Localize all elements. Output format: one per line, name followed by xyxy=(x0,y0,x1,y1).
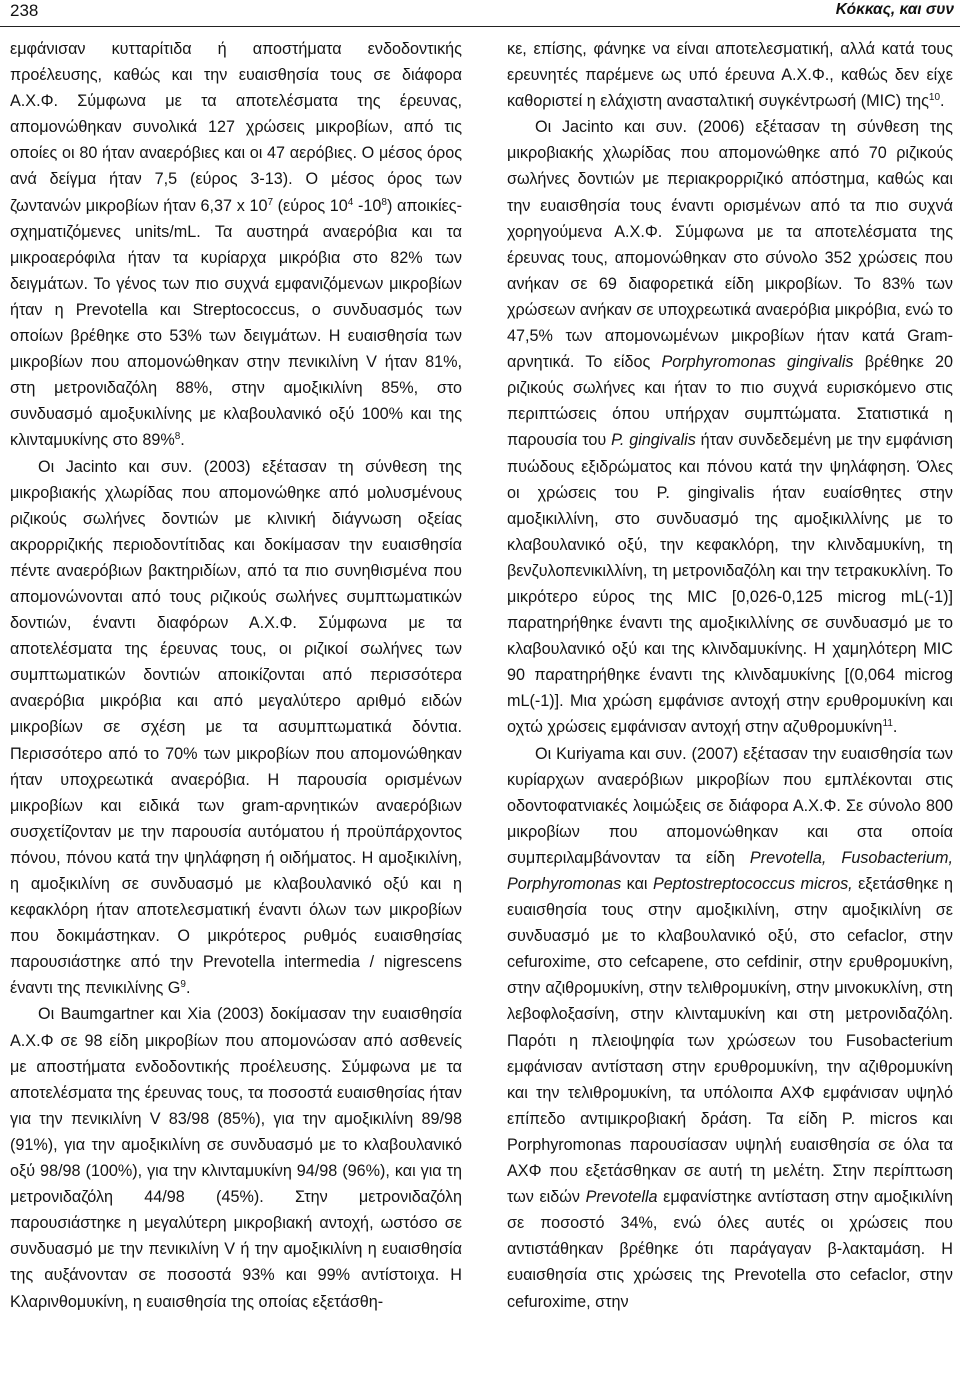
paragraph xyxy=(10,454,462,1002)
reference-superscript: 11 xyxy=(882,718,893,730)
paragraph xyxy=(507,741,953,1315)
text-run: Οι Jacinto και συν. (2006) εξέτασαν τη σύνθεση της μικροβιακής χλωρίδας που απομονώθηκε από 70 ριζικούς σωλήνες δοντιών με περιακρορριζικό απόστημα, καθώς και την ευαισθησία τους έναντι ορισμένων από τα πιο συχνά χορηγούμενα Α.Χ.Φ. Σύμφωνα με τα αποτελέσματα της έρευνας τους, απομονώθηκαν στο σύνολο 352 χρώσεις που ανήκαν σε 69 διαφορετικά είδη μικροβίων. Το 83% των χρώσεων ανήκαν σε υποχρεωτικά αναερόβια μικρόβια, ενώ το 47,5% των απομονωμένων μικροβίων ήταν κατά Gram-αρνητικά. Το είδος xyxy=(507,118,953,372)
text-run: εμφάνισαν κυτταρίτιδα ή αποστήματα ενδοδοντικής προέλευσης, καθώς και την ευαισθησία τους σε διάφορα Α.Χ.Φ. Σύμφωνα με τα αποτελέσματα της έρευνας, απομονώθηκαν συνολικά 127 χρώσεις μικροβίων, από τις οποίες οι 80 ήταν αναερόβιες και οι 47 αερόβιες. Ο μέσος όρος ανά δείγμα ήταν 7,5 (εύρος 3-13). Ο μέσος όρος των ζωντανών μικροβίων ήταν 6,37 x 10 xyxy=(10,40,462,215)
text-run: βρέθηκε 20 ριζικούς σωλήνες και ήταν το πιο συχνά ευρισκόμενο στις περιπτώσεις όπου υπήρχαν συμπτώματα. Στατιστικά η παρουσία του xyxy=(507,353,953,450)
left-text-column xyxy=(10,36,462,1315)
text-run: Οι Jacinto και συν. (2003) εξέτασαν τη σύνθεση της μικροβιακής χλωρίδας που απομονώθηκε από μολυσμένους ριζικούς σωλήνες δοντιών με κλινική διάγνωση οξείας ακρορριζικής περιοδοντίτιδας και δοκίμασαν την ευαισθησία πέντε αναερόβιων βακτηριδίων, από τα πιο συνηθισμένα που απομονώνονται από τους ριζικούς σωλήνες συμπτωματικών δοντιών, έναντι διαφόρων Α.Χ.Φ. Σύμφωνα με τα αποτελέσματα της έρευνας τους, οι ριζικοί σωλήνες των συμπτωματικών δοντιών αποικίζονται από περισσότερα αναερόβια μικρόβια και από μεγαλύτερο αριθμό ειδών μικροβίων σε σχέση με τα ασυμπτωματικά δόντια. Περισσότερο από το 70% των μικροβίων που απομονώθηκαν ήταν υποχρεωτικά αναερόβια. Η παρουσία ορισμένων μικροβίων και ειδικά των gram-αρνητικών αναερόβιων συσχετίζονταν με την παρουσία αυτόματου ή προϋπάρχοντος πόνου, πόνου κατά την ψηλάφηση ή οιδήματος. Η αμοξικιλίνη, η αμοξικιλίνη σε συνδυασμό με κλαβουλανικό οξύ και η κεφακλόρη ήταν αποτελεσματική έναντι όλων των μικροβίων που δοκιμάστηκαν. Ο μικρότερος ρυθμός ευαισθησίας παρουσιάστηκε από την Prevotella intermedia / nigrescens έναντι της πενικιλίνης G xyxy=(10,457,462,998)
paragraph xyxy=(507,36,953,114)
text-run: . xyxy=(940,92,945,111)
italic-term: P. gingivalis xyxy=(611,431,696,450)
text-run: (εύρος 10 xyxy=(273,196,348,215)
text-run: Οι Baumgartner και Xia (2003) δοκίμασαν την ευαισθησία Α.Χ.Φ σε 98 είδη μικροβίων που απομονώσαν από ασθενείς με αποστήματα ενδοδοντικής προέλευσης. Σύμφωνα με τα αποτελέσματα της έρευνας τους, τα ποσοστά ευαισθησίας ήταν για την πενικιλίνη V 83/98 (85%), για την αμοξικιλίνη 89/98 (91%), για την αμοξικιλίνη σε συνδυασμό με το κλαβουλανικό οξύ 98/98 (100%), για την κλινταμυκίνη 94/98 (96%), και για τη μετρονιδαζόλη 44/98 (45%). Στην μετρονιδαζόλη παρουσιάστηκε η μεγαλύτερη μικροβιακή αντοχή, ωστόσο σε συνδυασμό με την πενικιλίνη V ή την αμοξικιλίνη η ευαισθησία της αυξάνονταν σε ποσοστά 93% και 99% αντίστοιχα. Η Κλαρινθομυκίνη, η ευαισθησία της οποίας εξετάσθη- xyxy=(10,1005,462,1311)
paragraph xyxy=(507,114,953,740)
text-run: και xyxy=(621,875,653,893)
text-run: . xyxy=(892,718,898,737)
page-header xyxy=(0,0,960,27)
text-run: Οι Kuriyama και συν. (2007) εξέτασαν την ευαισθησία των κυρίαρχων αναερόβιων μικροβίων που εμπλέκονται στις οδοντοφατνιακές λοιμώξεις σε διάφορα Α.Χ.Φ. Σε σύνολο 800 μικροβίων που απομονώθηκαν και στα οποία συμπεριλαμβάνονταν τα είδη xyxy=(507,744,953,867)
italic-term: Prevotella xyxy=(585,1188,658,1207)
reference-superscript: 10 xyxy=(928,92,941,104)
text-run: ) αποικίες-σχηματιζόμενες units/mL. Τα αυστηρά αναερόβια και τα μικροαερόφιλα ήταν τα κυρίαρχα μικρόβια στο 82% των δειγμάτων. Το γένος των πιο συχνά εμφανιζόμενων μικροβίων ήταν η Prevotella και Streptococcus, ο συνδυασμός των οποίων βρέθηκε στο 53% των δειγμάτων. Η ευαισθησία των μικροβίων που απομονώθηκαν στην πενικιλίνη V ήταν 81%, στη μετρονιδαζόλη 88%, στην αμοξικιλίνη 85%, στο συνδυασμό αμοξυκιλίνης με κλαβουλανικό οξύ 100% και της κλινταμυκίνης στο 89% xyxy=(10,196,462,450)
reference-superscript: 8 xyxy=(174,431,181,443)
running-head: Κόκκας, και συν xyxy=(835,1,954,18)
text-run: κε, επίσης, φάνηκε να είναι αποτελεσματική, αλλά κατά τους ερευνητές παρέμενε ως υπό έρευνα Α.Χ.Φ., καθώς δεν είχε καθοριστεί η ελάχιστη ανασταλτική συγκέντρωσή (MIC) της xyxy=(507,40,953,111)
text-run: ήταν συνδεδεμένη με την εμφάνιση πυώδους εξιδρώματος και πόνου κατά την ψηλάφηση. Όλες οι χρώσεις του P. gingivalis ήταν ευαίσθητες στην αμοξικιλλίνη, στο συνδυασμό της αμοξικιλλίνης με το κλαβουλανικό οξύ, την κεφακλόρη, την κλινδαμυκίνη, τη βενζυλοπενικιλλίνη, τη μετρονιδαζόλη και την τετρακυκλίνη. Το μικρότερο εύρος της MIC [0,026-0,125 microg mL(-1)] παρατηρήθηκε έναντι της αμοξικιλλίνης σε συνδυασμό με το κλαβουλανικό οξύ και της κλινδαμυκίνης. Η χαμηλότερη MIC 90 παρατηρήθηκε έναντι της κλινδαμυκίνης [(0,064 microg mL(-1)]. Μια χρώση εμφάνισε αντοχή στην ερυθρομυκίνη και οχτώ χρώσεις εμφάνισαν αντοχή στην αζυθρομυκίνη xyxy=(507,431,953,737)
italic-term: Porphyromonas gingivalis xyxy=(661,353,854,372)
reference-superscript: 9 xyxy=(180,979,186,991)
text-run: . xyxy=(180,431,185,450)
page-number: 238 xyxy=(10,1,39,20)
text-run: -10 xyxy=(353,196,382,215)
paragraph xyxy=(10,36,462,454)
paragraph xyxy=(10,1001,462,1314)
text-run: εμφανίστηκε αντίσταση στην αμοξικιλίνη σε ποσοστό 34%, ενώ όλες αυτές οι χρώσεις που αντιστάθηκαν βρέθηκε ότι παράγαγαν β-λακταμάση. Η ευαισθησία στις χρώσεις της Prevotella στο cefaclor, στην cefuroxime, στην xyxy=(507,1188,953,1311)
text-run: εξετάσθηκε η ευαισθησία τους στην αμοξικιλίνη, στην αμοξικιλίνη σε συνδυασμό με το κλαβουλανικό οξύ, στο cefaclor, στην cefuroxime, στο cefcapene, στο cefdinir, στην ερυθρομυκίνη, στην αζιθρομυκίνη, στην τελιθρομυκίνη, στην μινοκυκλίνη, στη λεβοφλοξασίνη, στην κλινταμυκίνη και στη μετρονιδαζόλη. Παρότι η πλειοψηφία των χρώσεων του Fusobacterium εμφάνισαν αντίσταση στην ερυθρομυκίνη, την αζιθρομυκίνη και την τελιθρομυκίνη, τα υπόλοιπα ΑΧΦ εμφάνισαν υψηλό επίπεδο αντιμικροβιακή δράση. Τα είδη P. micros και Porphyromonas παρουσίασαν υψηλή ευαισθησία σε όλα τα ΑΧΦ που εξετάσθηκαν σε αυτή τη μελέτη. Στην περίπτωση των ειδών xyxy=(507,875,953,1207)
reference-superscript: 4 xyxy=(347,196,354,208)
reference-superscript: 8 xyxy=(381,196,387,208)
text-run: . xyxy=(185,979,191,998)
right-text-column xyxy=(507,36,953,1315)
reference-superscript: 7 xyxy=(267,196,274,208)
italic-term: Peptostreptococcus micros, xyxy=(652,875,853,893)
italic-term: Prevotella, Fusobacterium, Porphyromonas xyxy=(507,848,953,893)
